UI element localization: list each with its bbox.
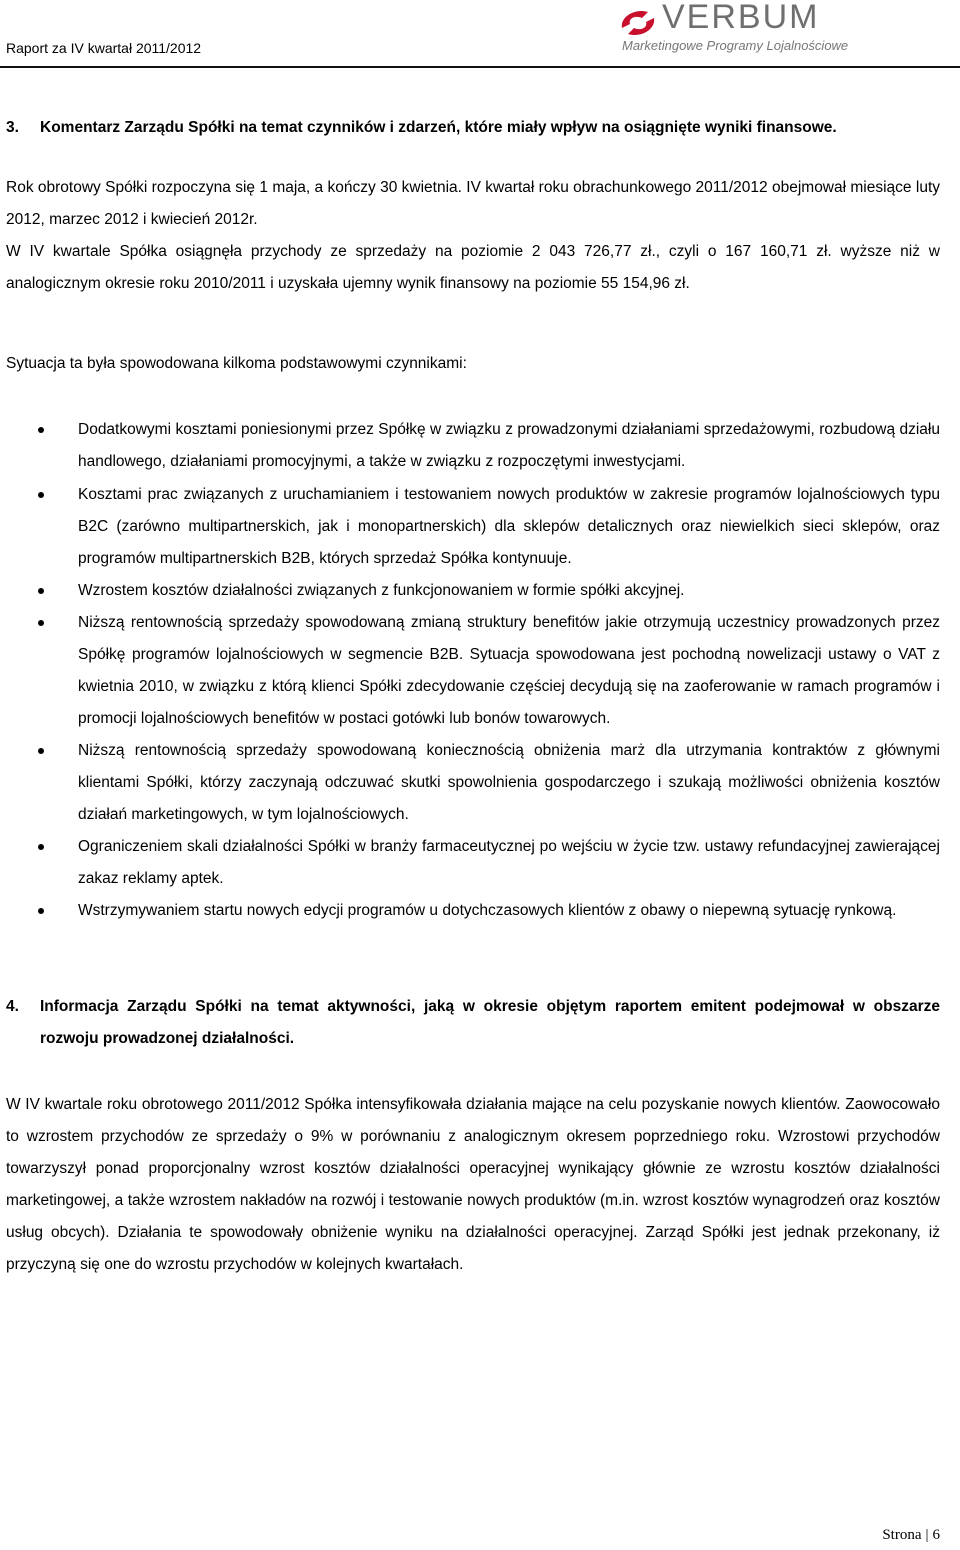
bullet-icon [38, 748, 44, 754]
page-header [0, 0, 960, 70]
report-title: Raport za IV kwartał 2011/2012 [6, 40, 202, 56]
page-footer [882, 1527, 940, 1544]
bullet-icon [38, 844, 44, 850]
header-divider [0, 66, 960, 68]
section-3-number: 3. [6, 119, 19, 136]
page-body [6, 100, 940, 1281]
list-item: Kosztami prac związanych z uruchamianiem i testowaniem nowych produktów w zakresie programów lojalnościowych typu B2C (zarówno multipartnerskich, jak i monopartnerskich) dla sklepów detalicznych oraz niewielkich sieci sklepów, oraz programów multipartnerskich B2B, których sprzedaż Spółka kontynuuje. [6, 479, 940, 575]
factors-intro: Sytuacja ta była spowodowana kilkoma podstawowymi czynnikami: [6, 355, 467, 372]
page-label: Strona [882, 1527, 922, 1543]
section-4-paragraph: W IV kwartale roku obrotowego 2011/2012 Spółka intensyfikowała działania mające na celu pozyskanie nowych klientów. Zaowocowało to wzrostem przychodów ze sprzedaży o 9% w porównaniu z analogicznym okresem poprzedniego roku. Wzrostowi przychodów towarzyszył ponad proporcjonalny wzrost kosztów działalności operacyjnej wynikający głównie ze wzrostu kosztów działalności marketingowej, a także wzrostem nakładów na rozwój i testowanie nowych produktów (m.in. wzrost kosztów wynagrodzeń oraz kosztów usług obcych). Działania te spowodowały obniżenie wyniku na działalności operacyjnej. Zarząd Spółki jest jednak przekonany, iż przyczyną się one do wzrostu przychodów w kolejnych kwartałach. [6, 1096, 940, 1273]
list-item: Dodatkowymi kosztami poniesionymi przez Spółkę w związku z prowadzonymi działaniami sprzedażowymi, rozbudową działu handlowego, działaniami promocyjnymi, a także w związku z rozpoczętymi inwestycjami. [6, 414, 940, 478]
bullet-icon [38, 908, 44, 914]
section-3-paragraph-2: W IV kwartale Spółka osiągnęła przychody ze sprzedaży na poziomie 2 043 726,77 zł., czyli o 167 160,71 zł. wyższe niż w analogicznym okresie roku 2010/2011 i uzyskała ujemny wynik finansowy na poziomie 55 154,96 zł. [6, 243, 940, 292]
page-separator: | [925, 1527, 929, 1543]
list-item: Niższą rentownością sprzedaży spowodowaną zmianą struktury benefitów jakie otrzymują uczestnicy prowadzonych przez Spółkę programów lojalnościowych w segmencie B2B. Sytuacja spowodowana jest pochodną nowelizacji ustawy o VAT z kwietnia 2010, w związku z którą klienci Spółki zdecydowanie częściej decydują się na zaoferowanie w ramach programów i promocji lojalnościowych benefitów w postaci gotówki lub bonów towarowych. [6, 607, 940, 735]
section-3-title: Komentarz Zarządu Spółki na temat czynników i zdarzeń, które miały wpływ na osiągnięte wyniki finansowe. [40, 119, 837, 136]
verbum-logo [618, 0, 854, 56]
logo-wordmark: VERBUM [662, 0, 820, 36]
list-item: Ograniczeniem skali działalności Spółki w branży farmaceutycznej po wejściu w życie tzw. ustawy refundacyjnej zawierającej zakaz reklamy aptek. [6, 831, 940, 895]
list-item: Niższą rentownością sprzedaży spowodowaną koniecznością obniżenia marż dla utrzymania kontraktów z głównymi klientami Spółki, którzy zaczynają odczuwać skutki spowolnienia gospodarczego i szukają możliwości obniżenia kosztów działań marketingowych, w tym lojalnościowych. [6, 735, 940, 831]
bullet-icon [38, 620, 44, 626]
section-4-number: 4. [6, 998, 19, 1015]
bullet-icon [38, 492, 44, 498]
section-3-heading [6, 112, 940, 144]
factors-list [6, 414, 940, 927]
verbum-swirl-icon [618, 6, 658, 40]
list-item: Wzrostem kosztów działalności związanych z funkcjonowaniem w formie spółki akcyjnej. [6, 575, 940, 607]
section-4-title: Informacja Zarządu Spółki na temat aktywności, jaką w okresie objętym raportem emitent podejmował w obszarze rozwoju prowadzonej działalności. [40, 998, 940, 1047]
bullet-icon [38, 588, 44, 594]
logo-tagline: Marketingowe Programy Lojalnościowe [622, 38, 849, 53]
section-4-heading [6, 991, 940, 1055]
section-3-paragraph-1: Rok obrotowy Spółki rozpoczyna się 1 maja, a kończy 30 kwietnia. IV kwartał roku obrachunkowego 2011/2012 obejmował miesiące luty 2012, marzec 2012 i kwiecień 2012r. [6, 179, 940, 228]
list-item: Wstrzymywaniem startu nowych edycji programów u dotychczasowych klientów z obawy o niepewną sytuację rynkową. [6, 895, 940, 927]
page-number: 6 [932, 1527, 940, 1543]
bullet-icon [38, 427, 44, 433]
